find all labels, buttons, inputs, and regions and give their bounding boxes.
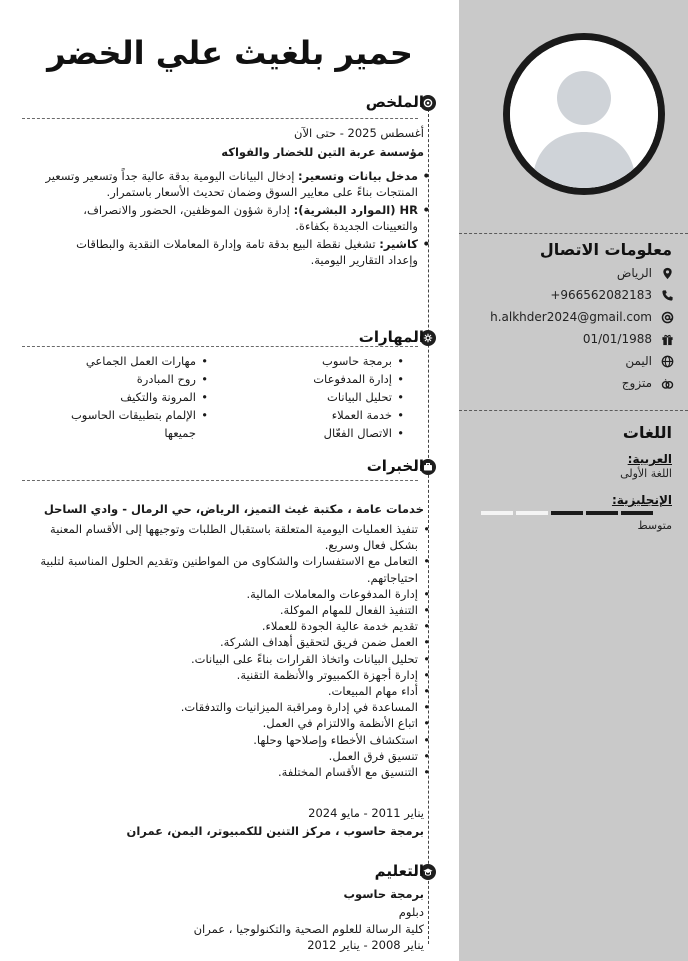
skills-column-2 bbox=[46, 352, 208, 442]
item-label: مدخل بيانات وتسعير: bbox=[298, 169, 418, 183]
item-text: تشغيل نقطة البيع بدقة تامة وإدارة المعاملات النقدية والبطاقات وإعداد التقارير اليومية. bbox=[76, 237, 418, 267]
list-item: • استكشاف الأخطاء وإصلاحها وحلها. bbox=[30, 732, 430, 748]
contact-marital-text: متزوج bbox=[621, 376, 652, 390]
list-item bbox=[45, 168, 430, 200]
contact-phone[interactable] bbox=[550, 285, 674, 305]
list-item: • المساعدة في إدارة ومراقبة الميزانيات والتدفقات. bbox=[30, 699, 430, 715]
experience-title: الخبرات bbox=[366, 457, 424, 475]
skill-item: • خدمة العملاء bbox=[313, 406, 404, 424]
education-period: يناير 2008 - يناير 2012 bbox=[307, 938, 424, 952]
location-pin-icon bbox=[660, 266, 674, 280]
contact-birthdate bbox=[583, 329, 674, 349]
skill-item: • برمجة حاسوب bbox=[313, 352, 404, 370]
proficiency-segment bbox=[586, 511, 618, 515]
language-name: العربية: bbox=[627, 452, 672, 466]
list-item: • تحليل البيانات واتخاذ القرارات بناءً على البيانات. bbox=[30, 651, 430, 667]
skill-item: • الاتصال الفعّال bbox=[313, 424, 404, 442]
item-text: إدارة شؤون الموظفين، الحضور والانصراف، والتعيينات الجديدة بكفاءة. bbox=[83, 203, 418, 233]
list-item: • إدارة أجهزة الكمبيوتر والأنظمة التقنية. bbox=[30, 667, 430, 683]
list-item: • التنفيذ الفعال للمهام الموكلة. bbox=[30, 602, 430, 618]
list-item: • أداء مهام المبيعات. bbox=[30, 683, 430, 699]
education-type: دبلوم bbox=[398, 905, 424, 919]
item-label: HR (الموارد البشرية): bbox=[293, 203, 418, 217]
contact-phone-text[interactable]: +966562082183 bbox=[550, 288, 652, 302]
job-header: خدمات عامة ، مكتبة غيث التميز، الرياض، حي الرمال - وادي الساحل bbox=[43, 502, 424, 516]
sidebar bbox=[459, 0, 688, 961]
summary-company: مؤسسة عربة التين للخضار والفواكه bbox=[221, 145, 424, 159]
list-item: • إدارة المدفوعات والمعاملات المالية. bbox=[30, 586, 430, 602]
section-rule bbox=[22, 480, 418, 481]
list-item bbox=[45, 236, 430, 268]
skill-item: • إدارة المدفوعات bbox=[313, 370, 404, 388]
list-item: • تقديم خدمة عالية الجودة للعملاء. bbox=[30, 618, 430, 634]
phone-icon bbox=[660, 288, 674, 302]
list-item: • التنسيق مع الأقسام المختلفة. bbox=[30, 764, 430, 780]
education-school: كلية الرسالة للعلوم الصحية والتكنولوجيا ، عمران bbox=[193, 922, 424, 936]
list-item: • تنسيق فرق العمل. bbox=[30, 748, 430, 764]
item-text: إدخال البيانات اليومية بدقة عالية جداً وتسعير وتسعير المنتجات بناءً على معايير السوق وضمان تحديث الأسعار باستمرار. bbox=[45, 169, 418, 199]
skills-column-1 bbox=[313, 352, 404, 442]
section-rule bbox=[22, 346, 418, 347]
languages-title: اللغات bbox=[622, 423, 672, 442]
language-name: الإنجليزية: bbox=[611, 493, 672, 507]
contact-location-text: الرياض bbox=[616, 266, 652, 280]
summary-title: الملخص bbox=[365, 93, 424, 111]
proficiency-segment bbox=[516, 511, 548, 515]
summary-list bbox=[45, 168, 430, 270]
job-period: يناير 2011 - مايو 2024 bbox=[308, 806, 424, 820]
gift-icon bbox=[660, 332, 674, 346]
summary-period: أغسطس 2025 - حتى الآن bbox=[294, 126, 424, 140]
language-level: اللغة الأولى bbox=[620, 467, 672, 480]
skill-item: • مهارات العمل الجماعي bbox=[46, 352, 208, 370]
skill-item: • المرونة والتكيف bbox=[46, 388, 208, 406]
list-item: • التعامل مع الاستفسارات والشكاوى من المواطنين وتقديم الحلول المناسبة لتلبية احتياجاتهم. bbox=[30, 553, 430, 585]
education-degree: برمجة حاسوب bbox=[343, 887, 424, 901]
contact-title: معلومات الاتصال bbox=[539, 240, 672, 259]
list-item bbox=[45, 202, 430, 234]
rings-icon bbox=[660, 376, 674, 390]
candidate-name: حمير بلغيث علي الخضر bbox=[47, 34, 413, 72]
skills-title: المهارات bbox=[358, 328, 424, 346]
contact-nationality-text: اليمن bbox=[625, 354, 652, 368]
globe-icon bbox=[660, 354, 674, 368]
list-item: • اتباع الأنظمة والالتزام في العمل. bbox=[30, 715, 430, 731]
contact-location bbox=[617, 263, 674, 283]
list-item: • العمل ضمن فريق لتحقيق أهداف الشركة. bbox=[30, 634, 430, 650]
language-proficiency-bar bbox=[459, 511, 688, 515]
list-item: • تنفيذ العمليات اليومية المتعلقة باستقبال الطلبات وتوجيهها إلى الأقسام المعنية بشكل فعال وسريع. bbox=[30, 521, 430, 553]
job-header: برمجة حاسوب ، مركز التنين للكمبيوتر، اليمن، عمران bbox=[126, 824, 424, 838]
language-level: متوسط bbox=[637, 519, 672, 532]
at-sign-icon bbox=[660, 310, 674, 324]
education-title: التعليم bbox=[374, 862, 424, 880]
contact-email-text[interactable]: h.alkhder2024@gmail.com bbox=[490, 310, 652, 324]
contact-marital bbox=[622, 373, 674, 393]
sidebar-divider bbox=[459, 410, 688, 411]
user-silhouette-icon bbox=[510, 40, 658, 188]
experience-list bbox=[30, 521, 430, 780]
proficiency-segment bbox=[551, 511, 583, 515]
proficiency-segment bbox=[481, 511, 513, 515]
skill-item: • تحليل البيانات bbox=[313, 388, 404, 406]
proficiency-segment bbox=[621, 511, 653, 515]
contact-nationality bbox=[625, 351, 674, 371]
item-label: كاشير: bbox=[379, 237, 418, 251]
sidebar-divider bbox=[459, 233, 688, 234]
contact-birthdate-text: 01/01/1988 bbox=[582, 332, 652, 346]
skill-item: • الإلمام بتطبيقات الحاسوب جميعها bbox=[46, 406, 208, 442]
avatar-placeholder bbox=[510, 40, 658, 188]
skill-item: • روح المبادرة bbox=[46, 370, 208, 388]
avatar bbox=[503, 33, 665, 195]
section-rule bbox=[22, 118, 418, 119]
contact-email[interactable] bbox=[490, 307, 674, 327]
